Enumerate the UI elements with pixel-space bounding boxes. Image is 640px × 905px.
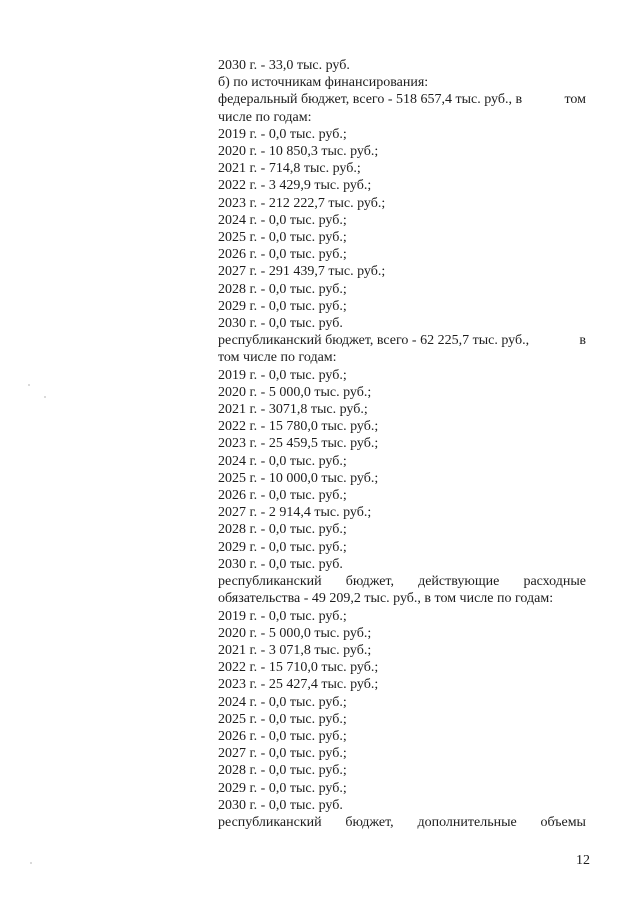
existing-year-line: 2029 г. - 0,0 тыс. руб.; [218,780,347,796]
existing-year-line: 2020 г. - 5 000,0 тыс. руб.; [218,625,372,641]
existing-obligations-intro [218,573,586,590]
text-word: действующие [418,574,500,590]
existing-year-line: 2030 г. - 0,0 тыс. руб. [218,797,343,813]
federal-year-line: 2020 г. - 10 850,3 тыс. руб.; [218,144,379,160]
text-word: бюджет, [345,574,394,590]
text-line: 2030 г. - 33,0 тыс. руб. [218,58,350,73]
republic-budget-intro [218,332,586,349]
federal-year-line: 2029 г. - 0,0 тыс. руб.; [218,298,347,314]
existing-year-line: 2028 г. - 0,0 тыс. руб.; [218,763,347,779]
republic-year-line: 2023 г. - 25 459,5 тыс. руб.; [218,436,379,452]
republic-year-line: 2028 г. - 0,0 тыс. руб.; [218,522,347,538]
existing-year-line: 2022 г. - 15 710,0 тыс. руб.; [218,660,379,676]
existing-year-line: 2024 г. - 0,0 тыс. руб.; [218,694,347,710]
document-text [218,57,586,831]
republic-year-line: 2020 г. - 5 000,0 тыс. руб.; [218,384,372,400]
scan-speck [44,396,46,398]
federal-budget-intro [218,91,586,108]
republic-year-line: 2027 г. - 2 914,4 тыс. руб.; [218,505,372,521]
federal-year-line: 2028 г. - 0,0 тыс. руб.; [218,281,347,297]
text-word: республиканский [218,814,322,830]
text-fragment: том [564,92,586,108]
text-word: расходные [523,574,586,590]
existing-year-line: 2027 г. - 0,0 тыс. руб.; [218,746,347,762]
text-word: бюджет, [345,814,394,830]
text-fragment: республиканский бюджет, всего - 62 225,7 тыс. руб., [218,333,530,349]
existing-year-line: 2019 г. - 0,0 тыс. руб.; [218,608,347,624]
additional-volumes-intro [218,814,586,831]
republic-year-line: 2030 г. - 0,0 тыс. руб. [218,556,343,572]
federal-year-line: 2022 г. - 3 429,9 тыс. руб.; [218,178,372,194]
federal-year-line: 2026 г. - 0,0 тыс. руб.; [218,247,347,263]
existing-year-line: 2021 г. - 3 071,8 тыс. руб.; [218,642,372,658]
scan-speck [28,384,30,386]
text-word: дополнительные [417,814,517,830]
republic-year-line: 2022 г. - 15 780,0 тыс. руб.; [218,419,379,435]
federal-year-line: 2027 г. - 291 439,7 тыс. руб.; [218,264,386,280]
republic-year-line: 2029 г. - 0,0 тыс. руб.; [218,539,347,555]
federal-year-line: 2025 г. - 0,0 тыс. руб.; [218,230,347,246]
text-fragment: федеральный бюджет, всего - 518 657,4 тыс. руб., в [218,92,523,108]
federal-year-line: 2030 г. - 0,0 тыс. руб. [218,316,343,332]
text-line: обязательства - 49 209,2 тыс. руб., в том числе по годам: [218,591,554,607]
federal-year-line: 2023 г. - 212 222,7 тыс. руб.; [218,195,386,211]
page-number: 12 [576,853,590,868]
text-line: числе по годам: [218,109,312,125]
federal-year-line: 2019 г. - 0,0 тыс. руб.; [218,126,347,142]
republic-year-line: 2024 г. - 0,0 тыс. руб.; [218,453,347,469]
text-word: объемы [540,814,586,830]
text-word: республиканский [218,574,322,590]
existing-year-line: 2023 г. - 25 427,4 тыс. руб.; [218,677,379,693]
text-line: том числе по годам: [218,350,337,366]
existing-year-line: 2026 г. - 0,0 тыс. руб.; [218,728,347,744]
republic-year-line: 2025 г. - 10 000,0 тыс. руб.; [218,470,379,486]
scan-speck [30,862,32,864]
text-fragment: в [579,333,586,349]
existing-year-line: 2025 г. - 0,0 тыс. руб.; [218,711,347,727]
federal-year-line: 2024 г. - 0,0 тыс. руб.; [218,212,347,228]
republic-year-line: 2019 г. - 0,0 тыс. руб.; [218,367,347,383]
section-heading-funding-sources: б) по источникам финансирования: [218,75,429,91]
republic-year-line: 2021 г. - 3071,8 тыс. руб.; [218,402,368,418]
republic-year-line: 2026 г. - 0,0 тыс. руб.; [218,488,347,504]
federal-year-line: 2021 г. - 714,8 тыс. руб.; [218,161,361,177]
